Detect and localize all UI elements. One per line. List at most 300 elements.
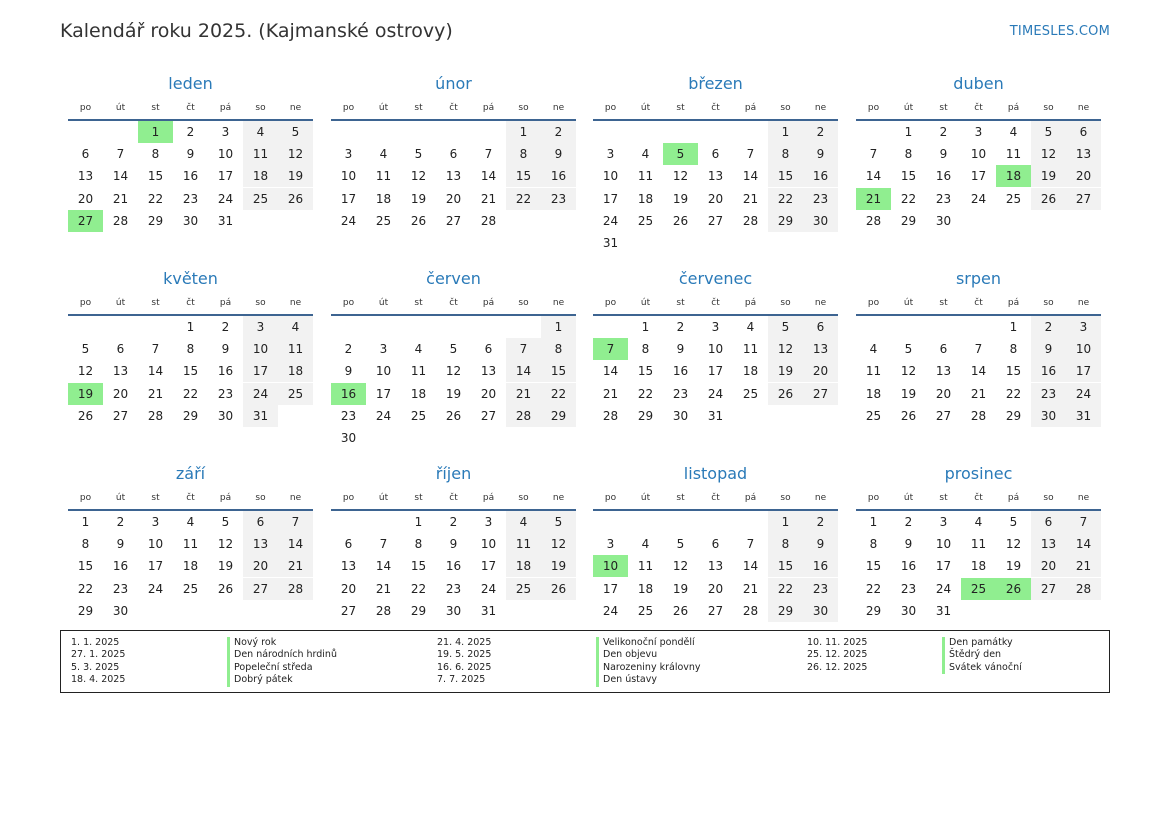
weekday-label: út [115,298,126,308]
holiday-day-cell: 16 [331,383,366,405]
day-cell: 23 [112,581,129,596]
day-cell: 24 [340,213,357,228]
weekday-label: ne [1077,103,1090,113]
day-cell: 18 [637,191,654,206]
day-cell: 31 [243,405,278,427]
site-link[interactable]: TIMESLES.COM [1009,24,1110,39]
day-cell: 16 [672,364,689,379]
legend-holiday-name: Popeleční středa [227,662,337,674]
day-cell: 9 [904,537,913,552]
legend-holiday-name: Den objevu [596,649,701,661]
day-cell: 6 [803,316,838,338]
day-cell: 23 [900,581,917,596]
day-cell: 22 [410,581,427,596]
day-cell: 24 [480,581,497,596]
day-cell: 4 [186,515,195,529]
day-cell: 1 [1009,320,1018,334]
day-cell: 16 [935,169,952,184]
weekday-label: st [414,493,423,503]
day-cell: 2 [449,515,458,529]
day-cell: 9 [116,537,125,552]
day-cell: 14 [147,364,164,379]
day-cell: 15 [182,364,199,379]
day-cell: 6 [939,342,948,357]
day-cell: 1 [904,125,913,139]
day-cell: 12 [445,364,462,379]
weekday-label: čt [449,493,458,503]
day-cell: 12 [768,338,803,360]
month-name: leden [168,74,213,93]
day-cell: 19 [768,360,803,382]
weekday-label: út [378,103,389,113]
day-cell: 30 [217,408,234,423]
day-cell: 2 [541,121,576,143]
weekday-label: st [939,493,948,503]
day-cell: 13 [112,364,129,379]
day-cell: 30 [803,210,838,232]
day-cell: 8 [414,537,423,552]
day-cell: 11 [742,342,759,357]
day-cell: 14 [112,169,129,184]
day-cell: 13 [243,533,278,555]
weekday-label: po [604,298,617,308]
month-name: květen [163,269,218,288]
weekday-label: čt [974,103,983,113]
holiday-day-cell: 18 [996,165,1031,187]
day-cell: 18 [637,581,654,596]
weekday-label: pá [744,298,757,308]
day-cell: 12 [1005,537,1022,552]
day-cell: 5 [221,515,230,529]
day-cell: 9 [541,143,576,165]
weekday-label: ne [289,493,302,503]
day-cell: 16 [1031,360,1066,382]
day-cell: 22 [506,188,541,210]
day-cell: 26 [445,408,462,423]
day-cell: 15 [506,165,541,187]
day-cell: 8 [768,533,803,555]
day-cell: 8 [151,147,160,162]
day-cell: 27 [707,213,724,228]
weekday-label: so [1043,298,1054,308]
weekday-label: st [151,298,160,308]
day-cell: 14 [480,169,497,184]
day-cell: 7 [746,147,755,162]
weekday-label: pá [482,103,495,113]
day-cell: 30 [935,213,952,228]
day-cell: 18 [742,364,759,379]
month-name: prosinec [944,464,1013,483]
day-cell: 25 [278,383,313,405]
holiday-day-cell: 5 [663,143,698,165]
day-cell: 7 [1066,511,1101,533]
day-cell: 3 [151,515,160,529]
day-cell: 8 [1009,342,1018,357]
day-cell: 14 [742,559,759,574]
day-cell: 29 [865,603,882,618]
day-cell: 13 [803,338,838,360]
day-cell: 2 [803,511,838,533]
day-cell: 22 [900,191,917,206]
day-cell: 18 [865,386,882,401]
day-cell: 26 [410,213,427,228]
legend-holiday-name: Den památky [942,637,1022,649]
month-name: červen [426,269,481,288]
day-cell: 11 [637,559,654,574]
day-cell: 2 [939,125,948,139]
weekday-label: ne [814,493,827,503]
day-cell: 29 [147,213,164,228]
day-cell: 21 [278,555,313,577]
day-cell: 6 [243,511,278,533]
weekday-label: st [151,103,160,113]
day-cell: 29 [900,213,917,228]
day-cell: 4 [974,515,983,529]
day-cell: 28 [742,213,759,228]
day-cell: 23 [803,188,838,210]
day-cell: 20 [935,386,952,401]
day-cell: 19 [900,386,917,401]
day-cell: 19 [445,386,462,401]
day-cell: 26 [900,408,917,423]
day-cell: 11 [278,338,313,360]
legend-date: 18. 4. 2025 [71,674,126,686]
weekday-label: ne [814,103,827,113]
day-cell: 17 [935,559,952,574]
month-name: listopad [683,464,748,483]
weekday-label: pá [219,298,232,308]
day-cell: 5 [278,121,313,143]
day-cell: 6 [449,147,458,162]
day-cell: 15 [77,559,94,574]
day-cell: 24 [375,408,392,423]
day-cell: 15 [768,555,803,577]
day-cell: 10 [375,364,392,379]
day-cell: 14 [506,360,541,382]
weekday-label: so [255,298,266,308]
day-cell: 11 [637,169,654,184]
day-cell: 17 [707,364,724,379]
day-cell: 10 [243,338,278,360]
weekday-label: ne [1077,298,1090,308]
weekday-label: čt [186,103,195,113]
day-cell: 8 [904,147,913,162]
day-cell: 5 [414,147,423,162]
legend-date: 19. 5. 2025 [437,649,492,661]
day-cell: 13 [707,559,724,574]
weekday-label: pá [1007,103,1020,113]
weekday-label: po [79,103,92,113]
day-cell: 7 [151,342,160,357]
day-cell: 29 [1005,408,1022,423]
weekday-label: ne [289,298,302,308]
day-cell: 23 [672,386,689,401]
day-cell: 7 [506,338,541,360]
month-name: červenec [678,269,753,288]
day-cell: 29 [768,600,803,622]
day-cell: 17 [243,360,278,382]
day-cell: 22 [637,386,654,401]
day-cell: 23 [541,188,576,210]
day-cell: 11 [410,364,427,379]
weekday-label: út [378,493,389,503]
month-name: duben [953,74,1004,93]
day-cell: 4 [506,511,541,533]
day-cell: 8 [81,537,90,552]
day-cell: 20 [340,581,357,596]
weekday-label: čt [711,298,720,308]
holiday-day-cell: 21 [856,188,891,210]
month-name: srpen [955,269,1002,288]
day-cell: 7 [746,537,755,552]
day-cell: 11 [243,143,278,165]
day-cell: 13 [935,364,952,379]
day-cell: 3 [711,320,720,334]
day-cell: 4 [1009,125,1018,139]
day-cell: 1 [414,515,423,529]
weekday-label: út [903,103,914,113]
day-cell: 19 [672,191,689,206]
day-cell: 26 [672,603,689,618]
day-cell: 5 [676,537,685,552]
day-cell: 5 [1009,515,1018,529]
day-cell: 22 [1005,386,1022,401]
day-cell: 2 [904,515,913,529]
legend-holiday-name: Den ústavy [596,674,701,686]
day-cell: 7 [974,342,983,357]
day-cell: 9 [221,342,230,357]
day-cell: 3 [243,316,278,338]
day-cell: 14 [278,533,313,555]
legend-holiday-name: Štědrý den [942,649,1022,661]
day-cell: 28 [506,405,541,427]
weekday-label: po [342,493,355,503]
day-cell: 30 [672,408,689,423]
day-cell: 13 [1066,143,1101,165]
day-cell: 21 [112,191,129,206]
day-cell: 10 [970,147,987,162]
day-cell: 8 [186,342,195,357]
weekday-label: ne [289,103,302,113]
day-cell: 21 [506,383,541,405]
day-cell: 17 [480,559,497,574]
day-cell: 30 [112,603,129,618]
day-cell: 29 [182,408,199,423]
day-cell: 23 [445,581,462,596]
day-cell: 15 [410,559,427,574]
day-cell: 12 [900,364,917,379]
day-cell: 19 [672,581,689,596]
day-cell: 15 [768,165,803,187]
legend-date: 27. 1. 2025 [71,649,126,661]
day-cell: 9 [676,342,685,357]
weekday-label: po [342,103,355,113]
legend-date: 1. 1. 2025 [71,637,120,648]
day-cell: 4 [243,121,278,143]
day-cell: 20 [1066,165,1101,187]
day-cell: 5 [81,342,90,357]
day-cell: 4 [869,342,878,357]
day-cell: 22 [147,191,164,206]
legend-holiday-name: Dobrý pátek [227,674,337,686]
day-cell: 24 [1066,383,1101,405]
day-cell: 27 [803,383,838,405]
day-cell: 25 [865,408,882,423]
day-cell: 1 [768,511,803,533]
day-cell: 9 [449,537,458,552]
day-cell: 14 [970,364,987,379]
day-cell: 13 [480,364,497,379]
weekday-label: út [640,103,651,113]
weekday-label: čt [449,103,458,113]
day-cell: 30 [340,431,357,445]
day-cell: 27 [1031,578,1066,600]
day-cell: 4 [641,147,650,162]
day-cell: 27 [445,213,462,228]
day-cell: 28 [278,578,313,600]
weekday-label: ne [1077,493,1090,503]
day-cell: 3 [1066,316,1101,338]
day-cell: 3 [606,537,615,552]
day-cell: 4 [414,342,423,357]
day-cell: 27 [340,603,357,618]
day-cell: 11 [1005,147,1022,162]
month-name: říjen [435,464,472,483]
day-cell: 28 [865,213,882,228]
day-cell: 12 [217,537,234,552]
day-cell: 29 [410,603,427,618]
day-cell: 21 [970,386,987,401]
day-cell: 8 [869,537,878,552]
day-cell: 7 [278,511,313,533]
weekday-label: so [518,298,529,308]
day-cell: 3 [344,147,353,162]
weekday-label: po [867,103,880,113]
weekday-label: st [676,103,685,113]
holiday-day-cell: 10 [593,555,628,577]
day-cell: 18 [506,555,541,577]
day-cell: 9 [1031,338,1066,360]
day-cell: 26 [278,188,313,210]
day-cell: 30 [900,603,917,618]
day-cell: 28 [1066,578,1101,600]
weekday-label: so [518,103,529,113]
weekday-label: so [1043,103,1054,113]
holiday-day-cell: 27 [68,210,103,232]
weekday-label: pá [482,298,495,308]
day-cell: 16 [803,165,838,187]
weekday-label: po [867,493,880,503]
day-cell: 20 [1031,555,1066,577]
weekday-label: st [939,298,948,308]
legend-names-col-3 [942,637,1022,674]
day-cell: 26 [541,578,576,600]
day-cell: 1 [81,515,90,529]
holiday-legend [60,630,1110,693]
legend-names-col-1 [227,637,337,687]
legend-dates-col-2 [437,637,491,687]
day-cell: 24 [707,386,724,401]
day-cell: 1 [541,316,576,338]
day-cell: 23 [1031,383,1066,405]
day-cell: 16 [541,165,576,187]
weekday-label: út [115,103,126,113]
day-cell: 28 [742,603,759,618]
day-cell: 24 [602,603,619,618]
weekday-label: pá [1007,493,1020,503]
day-cell: 17 [147,559,164,574]
day-cell: 29 [768,210,803,232]
day-cell: 9 [939,147,948,162]
day-cell: 3 [939,515,948,529]
day-cell: 25 [410,408,427,423]
day-cell: 18 [278,360,313,382]
day-cell: 21 [742,581,759,596]
day-cell: 22 [768,188,803,210]
day-cell: 7 [379,537,388,552]
day-cell: 18 [970,559,987,574]
day-cell: 31 [602,236,619,250]
day-cell: 1 [186,320,195,334]
legend-date: 16. 6. 2025 [437,661,492,673]
weekday-label: pá [219,103,232,113]
day-cell: 8 [541,338,576,360]
weekday-label: pá [744,103,757,113]
weekday-label: po [867,298,880,308]
weekday-label: čt [186,493,195,503]
day-cell: 7 [116,147,125,162]
page-title: Kalendář roku 2025. (Kajmanské ostrovy) [60,20,453,42]
day-cell: 8 [641,342,650,357]
legend-date: 21. 4. 2025 [437,637,492,648]
day-cell: 20 [243,555,278,577]
day-cell: 10 [480,537,497,552]
weekday-label: po [604,493,617,503]
weekday-label: čt [449,298,458,308]
day-cell: 20 [112,386,129,401]
weekday-label: so [255,103,266,113]
day-cell: 22 [182,386,199,401]
day-cell: 17 [602,581,619,596]
day-cell: 28 [112,213,129,228]
day-cell: 29 [541,405,576,427]
legend-holiday-name: Velikonoční pondělí [596,637,701,649]
day-cell: 23 [340,408,357,423]
day-cell: 10 [1066,338,1101,360]
day-cell: 20 [77,191,94,206]
legend-dates-col-3 [807,637,867,674]
day-cell: 12 [278,143,313,165]
day-cell: 25 [375,213,392,228]
day-cell: 14 [865,169,882,184]
weekday-label: pá [1007,298,1020,308]
legend-holiday-name: Svátek vánoční [942,662,1022,674]
day-cell: 14 [1066,533,1101,555]
day-cell: 21 [1066,555,1101,577]
day-cell: 8 [506,143,541,165]
day-cell: 7 [869,147,878,162]
day-cell: 22 [541,383,576,405]
day-cell: 2 [676,320,685,334]
day-cell: 22 [865,581,882,596]
day-cell: 1 [641,320,650,334]
weekday-label: st [414,298,423,308]
day-cell: 8 [768,143,803,165]
day-cell: 17 [217,169,234,184]
day-cell: 10 [602,169,619,184]
day-cell: 24 [217,191,234,206]
weekday-label: čt [974,493,983,503]
